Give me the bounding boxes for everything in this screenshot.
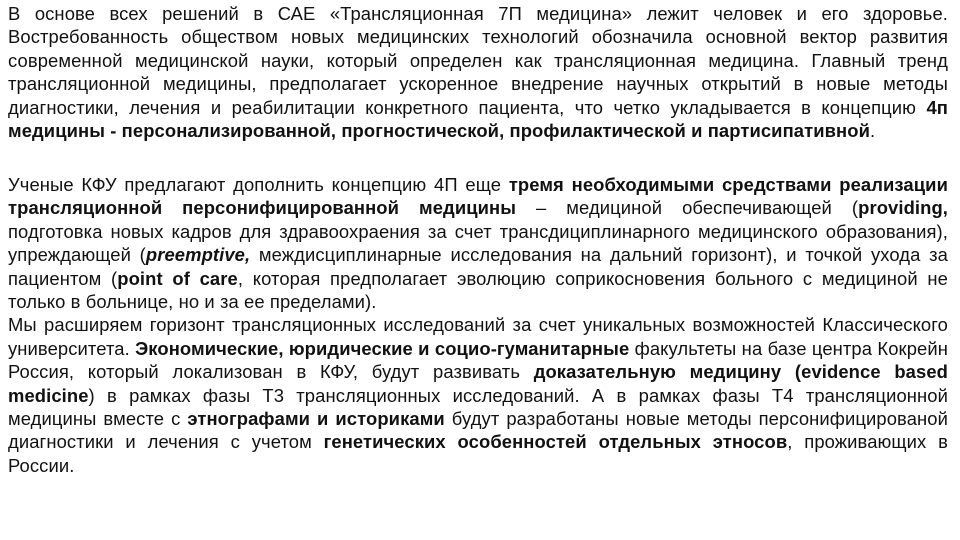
paragraph-1-end: .: [870, 120, 876, 142]
paragraph-2-text-7: факультеты на базе центра Кокрейн Россия, который локализован в КФУ, будут развивать: [8, 337, 948, 383]
paragraph-1-text: В основе всех решений в САЕ «Трансляционная 7П медицина» лежит человек и его здоровье. Востребованность обществом новых медицинских технологий обозначила основной вектор развития современной медицинской науки, который определен как трансляционная медицина. Главный тренд трансляционной медицины, предполагает ускоренное внедрение научных открытий в новые методы диагностики, лечения и реабилитации конкретного пациента, что четко укладывается в концепцию: [8, 3, 948, 118]
paragraph-2-text-3: подготовка новых кадров для здравоохраения за счет трансдициплинарного медицинского образования), упреждающей (: [8, 220, 948, 266]
paragraph-1: [8, 2, 948, 142]
paragraph-2-text-2: – медициной обеспечивающей (: [516, 197, 859, 219]
paragraph-2-bolditalic-preemptive: preemptive,: [145, 244, 251, 266]
paragraph-1-bold-concept: 4п медицины - персонализированной, прогностической, профилактической и партисипативной: [8, 96, 948, 142]
paragraph-2-text-10: , проживающих в России.: [8, 431, 948, 476]
paragraph-2-bold-point-of-care: point of care: [117, 267, 238, 289]
paragraph-2-text-8: ) в рамках фазы Т3 трансляционных исследований. А в рамках фазы Т4 трансляционной медицины вместе с: [8, 384, 948, 430]
paragraph-2-bold-evidence: доказательную медицину (evidence based medicine: [8, 361, 948, 406]
paragraph-2-text-4: междисциплинарные исследования на дальний горизонт), и точкой ухода за пациентом (: [8, 244, 948, 289]
paragraph-2: [8, 173, 948, 477]
paragraph-2-bold-genetic: генетических особенностей отдельных этносов: [323, 431, 788, 453]
paragraph-2-bold-faculties: Экономические, юридические и социо-гуманитарные: [135, 337, 630, 359]
paragraph-2-bold-ethnographers: этнографами и историками: [187, 408, 445, 430]
paragraph-2-bold-providing: providing,: [858, 197, 948, 219]
paragraph-2-text-6: Мы расширяем горизонт трансляционных исследований за счет уникальных возможностей Классического университета.: [8, 314, 948, 359]
paragraph-2-bold-means: тремя необходимыми средствами реализации трансляционной персонифицированной медицины: [8, 174, 948, 219]
paragraph-2-text-9: будут разработаны новые методы персонифицированой диагностики и лечения с учетом: [8, 408, 948, 453]
paragraph-2-text-5: , которая предполагает эволюцию соприкосновения больного с медициной не только в больнице, но и за ее пределами).: [8, 267, 948, 313]
paragraph-2-text-1: Ученые КФУ предлагают дополнить концепцию 4П еще: [8, 174, 509, 195]
